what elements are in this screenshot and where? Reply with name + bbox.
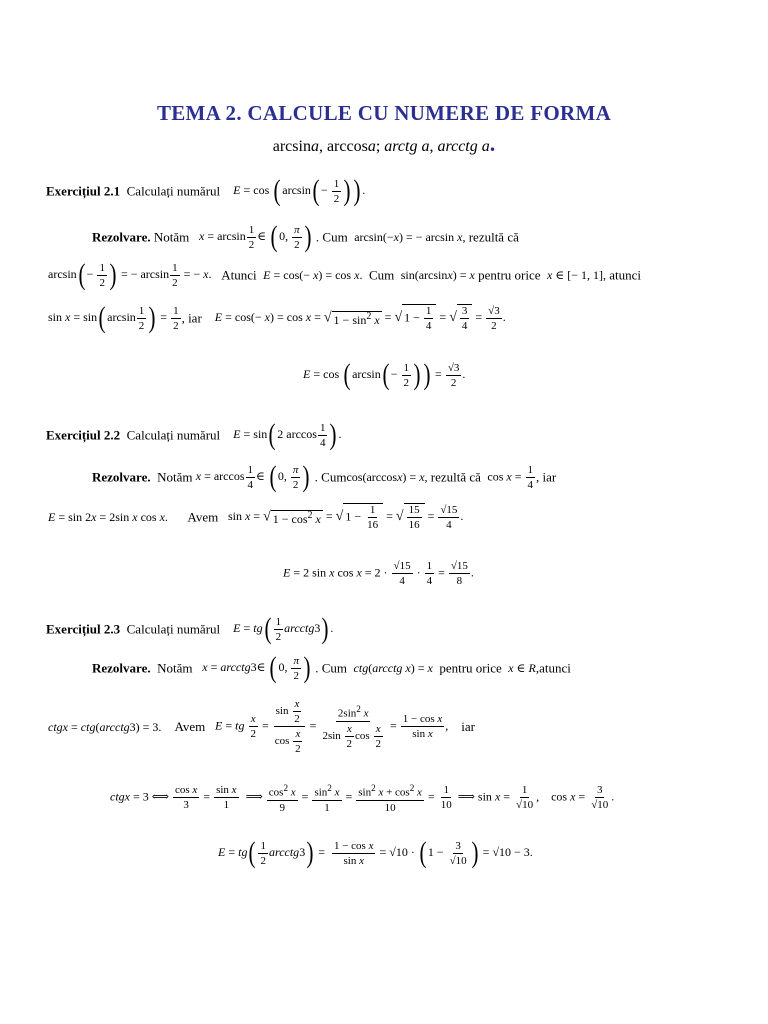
- ex2-line1: Rezolvare. Notăm x = arccos $\frac{1}{4}$ ∈ ( 0, $\frac{\pi}{2}$ ) . Cumcos(arccosx) = x, rezultă că cos x = $\frac{1}{4}$ , iar: [92, 460, 557, 493]
- ex1-line1: Rezolvare. Notăm x = arcsin $\frac{1}{2}$ ∈ ( 0, $\frac{\pi}{2}$ ) . Cum arcsin(−x) = − arcsin x, rezultă că: [92, 220, 519, 253]
- ex1-label: Exercițiul 2.1: [46, 183, 121, 199]
- ex3-formula: E = tg( $\frac{1}{2}$ arcctg3) .: [233, 612, 334, 645]
- subtitle-dot: .: [489, 131, 496, 156]
- ex3-line3: ctgx = 3 ⟺ $\frac{\text{cos x}}{3}$ = $\frac{\text{sin x}}{1}$ ⟹ $\frac{\cos^2 x}{9}$ = $\frac{\sin^2 x}{1}$ = $\frac{\sin^2 x + \cos^2 x}{10}$ = $\frac{1}{10}$ ⟹ sin x = $\frac{1}{√10}$ , cos x = $\frac{3}{√10}$ .: [110, 783, 615, 814]
- ex2-line2: E = sin 2x = 2sin x cos x. Avem sin x = √ $1 - \cos^2 x$ = √ 1 − $\frac{1}{16}$ = √ $\frac{15}{16}$ = $\frac{√15}{4}$ .: [48, 503, 464, 531]
- ex1-line3: sin x = sin( arcsin $\frac{1}{2}$ ) = $\frac{1}{2}$ , iar E = cos(− x) = cos x = √ $1 - \sin^2 x$ = √ 1 − $\frac{1}{4}$ = √ $\frac{3}{4}$ = $\frac{√3}{2}$ .: [48, 301, 506, 334]
- ex1-result: E = cos ( arcsin( − $\frac{1}{2}$ ) ) = $\frac{√3}{2}$ .: [303, 358, 466, 391]
- ex2-formula: E = sin( 2 arccos $\frac{1}{4}$ ) .: [233, 418, 342, 451]
- ex2-prompt: Calculați numărul: [126, 427, 221, 443]
- ex3-prompt: Calculați numărul: [126, 621, 221, 637]
- ex3-line1: Rezolvare. Notăm x = arcctg3∈ ( 0, $\frac{\pi}{2}$ ) . Cum ctg(arcctg x) = x pentru orice x ∈ R,atunci: [92, 651, 571, 684]
- ex2-result: E = 2 sin x cos x = 2 · $\frac{√15}{4}$ · $\frac{1}{4}$ = $\frac{√15}{8}$ .: [283, 560, 474, 587]
- ex2-label: Exercițiul 2.2: [46, 427, 121, 443]
- ex3-label: Exercițiul 2.3: [46, 621, 121, 637]
- page-title: TEMA 2. CALCULE CU NUMERE DE FORMA: [156, 101, 612, 125]
- subtitle-arcsin: arcsin: [272, 138, 311, 155]
- ex1-formula: E = cos ( arcsin( − $\frac{1}{2}$ ) ) .: [233, 174, 366, 207]
- page-subtitle: arcsina, arccosa; arctg a, arcctg a.: [272, 131, 496, 156]
- ex2-statement: [46, 420, 341, 450]
- ex3-result: E = tg( $\frac{1}{2}$ arcctg3) = $\frac{\text{1 − cos x}}{\text{sin x}}$ = √10 · ( 1 − $\frac{3}{√10}$ ) = √10 − 3.: [218, 836, 533, 869]
- ex3-statement: [46, 614, 333, 644]
- ex1-statement: [46, 176, 365, 206]
- ex1-prompt: Calculați numărul: [126, 183, 221, 199]
- ex3-line2: ctgx = ctg(arcctg3) = 3. Avem E = tg $\frac{x}{2}$ = sin $\frac{x}{2}$ cos $\frac{x}{2}$ = $2\sin^2$ x 2sin $\frac{x}{2}$ cos $\frac{x}{2}$ = $\frac{\text{1 − cos x}}{\text{sin x}}$ , iar: [48, 698, 475, 755]
- ex1-line2: arcsin( − $\frac{1}{2}$ ) = − arcsin $\frac{1}{2}$ = − x. Atunci E = cos(− x) = cos x. Cum sin(arcsinx) = x pentru orice x ∈ [− 1, 1], atunci: [48, 258, 642, 291]
